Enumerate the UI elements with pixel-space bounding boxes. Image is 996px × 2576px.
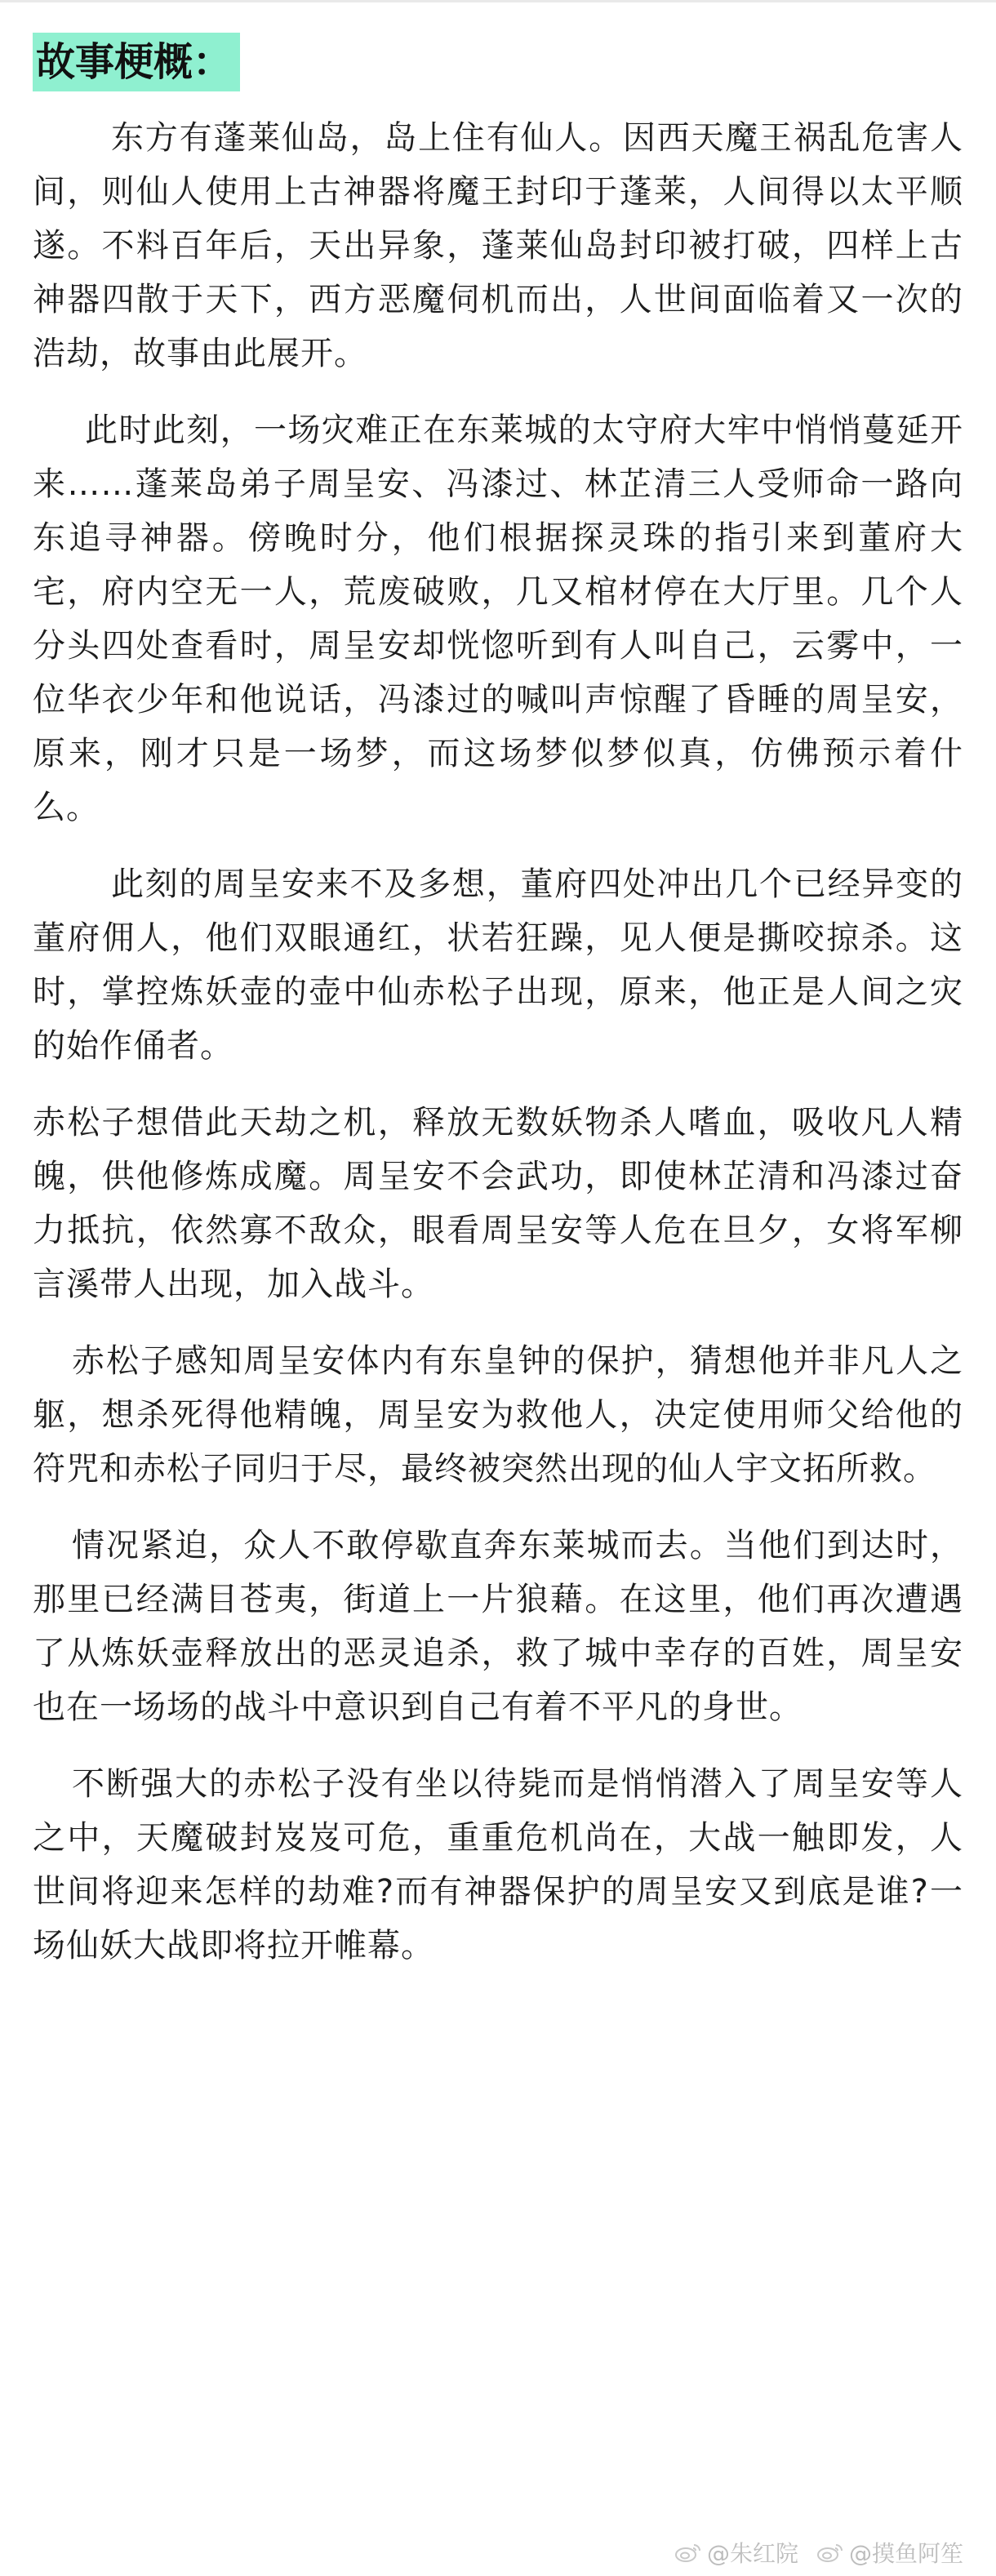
watermark-bar xyxy=(674,2538,963,2567)
paragraph-4: 赤松子想借此天劫之机，释放无数妖物杀人嗜血，吸收凡人精魄，供他修炼成魔。周呈安不会武功，即使林芷清和冯漆过奋力抵抗，依然寡不敌众，眼看周呈安等人危在旦夕，女将军柳言溪带人出现，加入战斗。 xyxy=(33,1104,963,1303)
paragraph-7: 不断强大的赤松子没有坐以待毙而是悄悄潜入了周呈安等人之中，天魔破封岌岌可危，重重危机尚在，大战一触即发，人世间将迎来怎样的劫难?而有神器保护的周呈安又到底是谁?一场仙妖大战即将拉开帷幕。 xyxy=(33,1765,963,1964)
document-page xyxy=(33,33,963,1995)
section-heading: 故事梗概： xyxy=(33,33,240,91)
paragraph-1: 东方有蓬莱仙岛，岛上住有仙人。因西天魔王祸乱危害人间，则仙人使用上古神器将魔王封印于蓬莱，人间得以太平顺遂。不料百年后，天出异象，蓬莱仙岛封印被打破，四样上古神器四散于天下，西方恶魔伺机而出，人世间面临着又一次的浩劫，故事由此展开。 xyxy=(33,119,963,372)
watermark-text: @摸鱼阿笙 xyxy=(848,2540,963,2567)
paragraph-6: 情况紧迫，众人不敢停歇直奔东莱城而去。当他们到达时，那里已经满目苍夷，街道上一片狼藉。在这里，他们再次遭遇了从炼妖壶释放出的恶灵追杀，救了城中幸存的百姓，周呈安也在一场场的战斗中意识到自己有着不平凡的身世。 xyxy=(33,1527,963,1726)
watermark-2 xyxy=(816,2536,963,2569)
top-divider xyxy=(0,0,996,2)
watermark-1 xyxy=(674,2536,798,2569)
paragraph-2: 此时此刻，一场灾难正在东莱城的太守府大牢中悄悄蔓延开来……蓬莱岛弟子周呈安、冯漆过、林芷清三人受师命一路向东追寻神器。傍晚时分，他们根据探灵珠的指引来到董府大宅，府内空无一人，荒废破败，几又棺材停在大厅里。几个人分头四处查看时，周呈安却恍惚听到有人叫自己，云雾中，一位华衣少年和他说话，冯漆过的喊叫声惊醒了昏睡的周呈安，原来，刚才只是一场梦，而这场梦似梦似真，仿佛预示着什么。 xyxy=(33,412,963,826)
weibo-icon xyxy=(816,2542,844,2563)
paragraph-5: 赤松子感知周呈安体内有东皇钟的保护，猜想他并非凡人之躯，想杀死得他精魄，周呈安为救他人，决定使用师父给他的符咒和赤松子同归于尽，最终被突然出现的仙人宇文拓所救。 xyxy=(33,1342,963,1488)
watermark-text: @朱红院 xyxy=(706,2540,798,2567)
weibo-icon xyxy=(674,2542,702,2563)
paragraph-3: 此刻的周呈安来不及多想，董府四处冲出几个已经异变的董府佣人，他们双眼通红，状若狂躁，见人便是撕咬掠杀。这时，掌控炼妖壶的壶中仙赤松子出现，原来，他正是人间之灾的始作俑者。 xyxy=(33,865,963,1065)
